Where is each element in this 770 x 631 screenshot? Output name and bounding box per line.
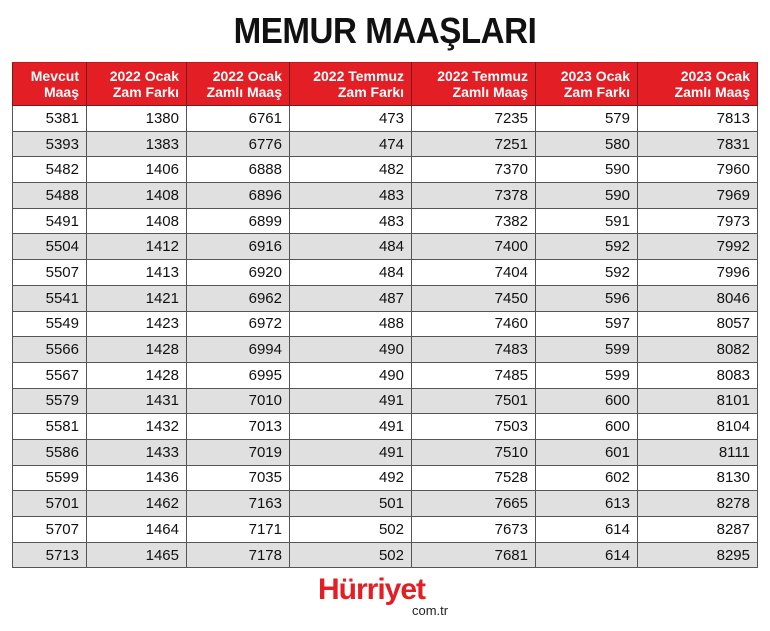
table-cell: 490: [290, 337, 412, 363]
table-cell: 488: [290, 311, 412, 337]
table-cell: 484: [290, 234, 412, 260]
table-cell: 6994: [187, 337, 290, 363]
header-line-2: Zamlı Maaş: [452, 84, 528, 100]
table-cell: 7501: [412, 388, 536, 414]
table-cell: 487: [290, 285, 412, 311]
table-cell: 7510: [412, 439, 536, 465]
table-cell: 1383: [87, 131, 187, 157]
header-line-2: Zamlı Maaş: [674, 84, 750, 100]
table-cell: 7813: [638, 106, 758, 132]
table-row: [13, 465, 758, 491]
column-header-2022-jan-salary: [187, 63, 290, 106]
table-cell: 7171: [187, 517, 290, 543]
table-row: [13, 208, 758, 234]
table-cell: 7010: [187, 388, 290, 414]
header-line-1: 2022 Temmuz: [437, 68, 528, 84]
table-cell: 5549: [13, 311, 87, 337]
table-cell: 7235: [412, 106, 536, 132]
table-row: [13, 157, 758, 183]
table-cell: 1413: [87, 260, 187, 286]
table-cell: 7485: [412, 362, 536, 388]
table-cell: 7673: [412, 517, 536, 543]
table-cell: 1436: [87, 465, 187, 491]
table-row: [13, 542, 758, 568]
table-row: [13, 183, 758, 209]
table-cell: 7483: [412, 337, 536, 363]
table-cell: 6761: [187, 106, 290, 132]
table-cell: 6916: [187, 234, 290, 260]
table-cell: 1465: [87, 542, 187, 568]
table-cell: 5381: [13, 106, 87, 132]
table-cell: 590: [536, 183, 638, 209]
table-cell: 7831: [638, 131, 758, 157]
table-cell: 8083: [638, 362, 758, 388]
table-cell: 490: [290, 362, 412, 388]
table-cell: 1406: [87, 157, 187, 183]
table-row: [13, 439, 758, 465]
header-line-1: 2022 Ocak: [212, 68, 282, 84]
table-cell: 7973: [638, 208, 758, 234]
table-cell: 579: [536, 106, 638, 132]
table-cell: 1408: [87, 183, 187, 209]
table-cell: 580: [536, 131, 638, 157]
table-cell: 8130: [638, 465, 758, 491]
header-line-1: 2023 Ocak: [560, 68, 630, 84]
table-cell: 7404: [412, 260, 536, 286]
table-cell: 7251: [412, 131, 536, 157]
header-line-1: 2022 Ocak: [109, 68, 179, 84]
table-cell: 6896: [187, 183, 290, 209]
column-header-2023-jan-raise: [536, 63, 638, 106]
table-cell: 8101: [638, 388, 758, 414]
table-cell: 5507: [13, 260, 87, 286]
table-cell: 5491: [13, 208, 87, 234]
table-cell: 491: [290, 388, 412, 414]
table-cell: 8082: [638, 337, 758, 363]
table-cell: 7163: [187, 491, 290, 517]
table-cell: 5488: [13, 183, 87, 209]
table-cell: 614: [536, 542, 638, 568]
table-cell: 8104: [638, 414, 758, 440]
column-header-2023-jan-salary: [638, 63, 758, 106]
header-line-2: Zamlı Maaş: [206, 84, 282, 100]
column-header-2022-jan-raise: [87, 63, 187, 106]
table-row: [13, 234, 758, 260]
table-cell: 491: [290, 414, 412, 440]
table-cell: 7019: [187, 439, 290, 465]
table-row: [13, 517, 758, 543]
table-cell: 7528: [412, 465, 536, 491]
column-header-2022-jul-raise: [290, 63, 412, 106]
table-cell: 5482: [13, 157, 87, 183]
header-line-1: Mevcut: [30, 68, 79, 84]
table-cell: 5701: [13, 491, 87, 517]
table-cell: 6995: [187, 362, 290, 388]
table-cell: 491: [290, 439, 412, 465]
table-cell: 5713: [13, 542, 87, 568]
table-cell: 7460: [412, 311, 536, 337]
page-title: MEMUR MAAŞLARI: [233, 10, 537, 51]
table-cell: 5567: [13, 362, 87, 388]
table-cell: 7681: [412, 542, 536, 568]
table-cell: 6776: [187, 131, 290, 157]
table-cell: 7378: [412, 183, 536, 209]
table-cell: 484: [290, 260, 412, 286]
table-cell: 8287: [638, 517, 758, 543]
salary-table: [12, 62, 758, 568]
table-cell: 1462: [87, 491, 187, 517]
table-cell: 590: [536, 157, 638, 183]
table-cell: 7013: [187, 414, 290, 440]
table-row: [13, 260, 758, 286]
table-cell: 1464: [87, 517, 187, 543]
table-cell: 599: [536, 362, 638, 388]
header-line-2: Zam Farkı: [112, 84, 179, 100]
table-cell: 613: [536, 491, 638, 517]
table-cell: 482: [290, 157, 412, 183]
hurriyet-logo: [318, 573, 449, 618]
table-cell: 5586: [13, 439, 87, 465]
header-line-2: Zam Farkı: [563, 84, 630, 100]
table-row: [13, 388, 758, 414]
header-line-1: 2023 Ocak: [680, 68, 750, 84]
table-cell: 1433: [87, 439, 187, 465]
table-cell: 5566: [13, 337, 87, 363]
table-cell: 492: [290, 465, 412, 491]
table-cell: 614: [536, 517, 638, 543]
table-cell: 473: [290, 106, 412, 132]
table-cell: 7370: [412, 157, 536, 183]
table-cell: 596: [536, 285, 638, 311]
table-cell: 1408: [87, 208, 187, 234]
table-cell: 6888: [187, 157, 290, 183]
table-cell: 474: [290, 131, 412, 157]
table-cell: 5579: [13, 388, 87, 414]
table-cell: 483: [290, 208, 412, 234]
table-cell: 6920: [187, 260, 290, 286]
table-row: [13, 106, 758, 132]
table-cell: 601: [536, 439, 638, 465]
table-row: [13, 337, 758, 363]
header-line-2: Zam Farkı: [337, 84, 404, 100]
table-cell: 600: [536, 388, 638, 414]
table-cell: 591: [536, 208, 638, 234]
logo-tld: com.tr: [412, 603, 449, 618]
table-cell: 6962: [187, 285, 290, 311]
column-header-2022-jul-salary: [412, 63, 536, 106]
table-header-row: [13, 63, 758, 106]
table-row: [13, 131, 758, 157]
table-cell: 5504: [13, 234, 87, 260]
table-cell: 5581: [13, 414, 87, 440]
table-cell: 502: [290, 542, 412, 568]
table-cell: 6899: [187, 208, 290, 234]
table-cell: 8111: [638, 439, 758, 465]
table-cell: 8057: [638, 311, 758, 337]
table-row: [13, 414, 758, 440]
table-cell: 600: [536, 414, 638, 440]
table-cell: 1421: [87, 285, 187, 311]
table-cell: 602: [536, 465, 638, 491]
table-cell: 1412: [87, 234, 187, 260]
table-cell: 7969: [638, 183, 758, 209]
table-cell: 1428: [87, 337, 187, 363]
table-cell: 7503: [412, 414, 536, 440]
table-row: [13, 285, 758, 311]
table-cell: 1380: [87, 106, 187, 132]
table-cell: 6972: [187, 311, 290, 337]
table-body: [13, 106, 758, 568]
table-cell: 5707: [13, 517, 87, 543]
table-cell: 7178: [187, 542, 290, 568]
table-cell: 8278: [638, 491, 758, 517]
table-cell: 1423: [87, 311, 187, 337]
header-line-2: Maaş: [43, 84, 79, 100]
table-cell: 501: [290, 491, 412, 517]
table-cell: 8046: [638, 285, 758, 311]
header-line-1: 2022 Temmuz: [313, 68, 404, 84]
table-cell: 599: [536, 337, 638, 363]
table-cell: 8295: [638, 542, 758, 568]
table-cell: 7450: [412, 285, 536, 311]
table-cell: 597: [536, 311, 638, 337]
table-cell: 7665: [412, 491, 536, 517]
table-row: [13, 311, 758, 337]
table-cell: 1432: [87, 414, 187, 440]
column-header-current-salary: [13, 63, 87, 106]
table-cell: 7992: [638, 234, 758, 260]
table-cell: 7996: [638, 260, 758, 286]
table-cell: 592: [536, 260, 638, 286]
table-row: [13, 491, 758, 517]
table-cell: 7960: [638, 157, 758, 183]
table-cell: 1431: [87, 388, 187, 414]
table-cell: 5541: [13, 285, 87, 311]
table-cell: 592: [536, 234, 638, 260]
logo-brand: Hürriyet: [318, 573, 426, 606]
table-cell: 502: [290, 517, 412, 543]
table-cell: 5393: [13, 131, 87, 157]
table-row: [13, 362, 758, 388]
table-cell: 1428: [87, 362, 187, 388]
table-cell: 7035: [187, 465, 290, 491]
table-cell: 7400: [412, 234, 536, 260]
table-cell: 483: [290, 183, 412, 209]
table-cell: 5599: [13, 465, 87, 491]
table-cell: 7382: [412, 208, 536, 234]
